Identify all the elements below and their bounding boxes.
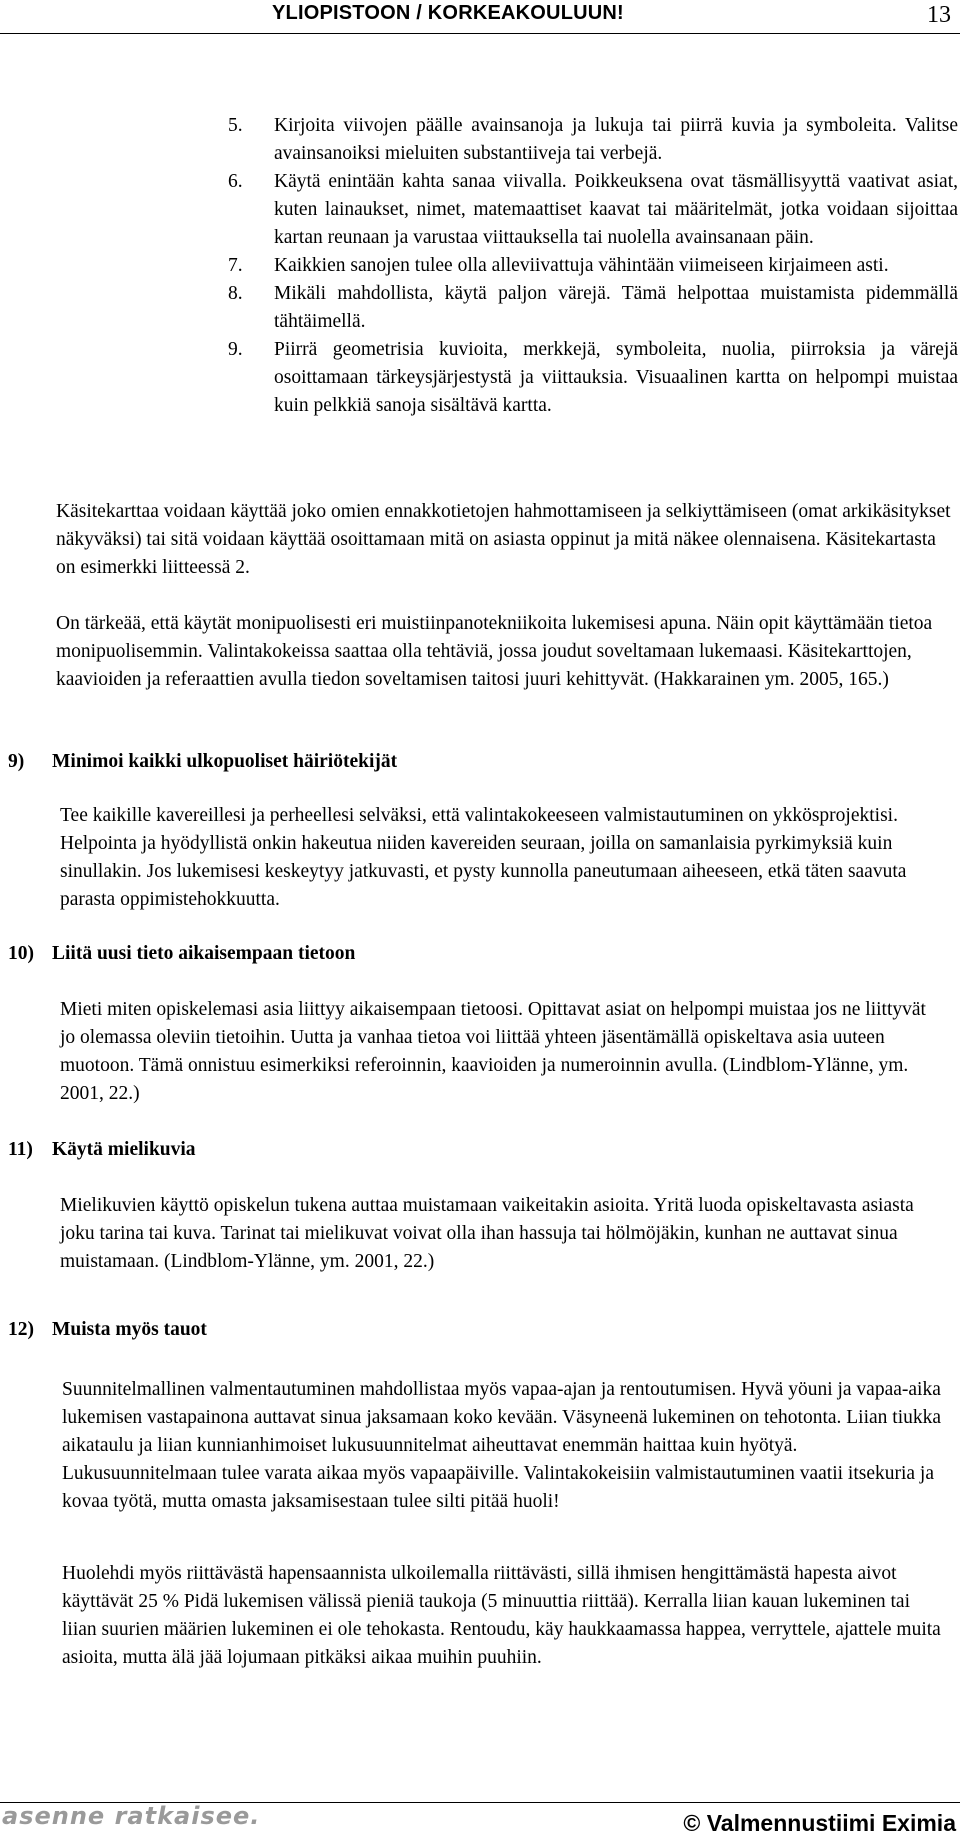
list-text: Kirjoita viivojen päälle avainsanoja ja lukuja tai piirrä kuvia ja symboleita. Valitse avainsanoiksi mieluiten substantiiveja tai verbejä.: [274, 115, 958, 164]
paragraph-prior-knowledge: Mieti miten opiskelemasi asia liittyy aikaisempaan tietoosi. Opittavat asiat on helpompi muistaa jos ne liittyvät jo olemassa oleviin tietoihin. Uutta ja vanhaa tietoa voi liittää yhteen jäsentämällä opiskeltava asia uuteen muotoon. Tämä onnistuu esimerkiksi referoinnin, kaavioiden ja numeroinnin avulla. (Lindblom-Ylänne, ym. 2001, 22.): [60, 999, 926, 1104]
footer-logo: asenne ratkaisee.: [2, 1802, 261, 1830]
list-item: [228, 336, 958, 420]
page-number: 13: [927, 2, 951, 28]
header-divider: [0, 33, 960, 34]
heading-12: 12) Muista myös tauot: [8, 1319, 207, 1340]
paragraph-oxygen: Huolehdi myös riittävästä hapensaannista ulkoilemalla riittävästi, sillä ihmisen hengittämästä hapesta aivot käyttävät 25 % Pidä lukemisen välissä pieniä taukoja (5 minuuttia riittää). Kerralla liian kauan lukeminen tai liian suurien määrien lukeminen ei ole tehokasta. Rentoudu, käy haukkaamassa happea, verryttele, ajattele muita asioita, mutta älä jää lojumaan pitkäksi aikaa muihin puuhiin.: [62, 1563, 941, 1668]
heading-10: 10) Liitä uusi tieto aikaisempaan tietoon: [8, 943, 356, 964]
list-number: 9.: [228, 339, 243, 360]
numbered-list: [228, 112, 958, 420]
paragraph-distractions: Tee kaikille kavereillesi ja perheellesi selväksi, että valintakokeeseen valmistautuminen on ykkösprojektisi. Helpointa ja hyödyllistä onkin hakeutua niiden kavereiden seuraan, joilla on samanlaisia pyrkimyksiä kuin sinullakin. Jos lukemisesi keskeytyy jatkuvasti, et pysty kunnolla paneutumaan aiheeseen, etkä täten saavuta parasta oppimistehokkuutta.: [60, 805, 907, 910]
list-text: Käytä enintään kahta sanaa viivalla. Poikkeuksena ovat täsmällisyyttä vaativat asiat, kuten lainaukset, nimet, matemaattiset kaavat tai määritelmät, jotka voidaan sijoittaa kartan reunaan ja varustaa viittauksella tai nuolella avainsanaan päin.: [274, 171, 958, 248]
header-title: YLIOPISTOON / KORKEAKOULUUN!: [272, 2, 624, 24]
list-number: 8.: [228, 283, 243, 304]
list-item: [228, 280, 958, 336]
list-item: [228, 112, 958, 168]
list-text: Kaikkien sanojen tulee olla alleviivattuja vähintään viimeiseen kirjaimeen asti.: [274, 255, 889, 276]
page-header: [0, 0, 960, 40]
paragraph-rest: Suunnitelmallinen valmentautuminen mahdollistaa myös vapaa-ajan ja rentoutumisen. Hyvä yöuni ja vapaa-aika lukemisen vastapainona auttavat sinua jaksamaan koko kevään. Väsyneenä lukeminen on tehotonta. Liian tiukka aikataulu ja liian kunnianhimoiset lukusuunnitelmat aiheuttavat enemmän haittaa kuin hyötyä. Lukusuunnitelmaan tulee varata aikaa myös vapaapäiville. Valintakokeisiin valmistautuminen vaatii itsekuria ja kovaa työtä, mutta omasta jaksamisestaan tulee silti pitää huoli!: [62, 1379, 942, 1512]
list-text: Piirrä geometrisia kuvioita, merkkejä, symboleita, nuolia, piirroksia ja värejä osoittamaan tärkeysjärjestystä ja viittauksia. Visuaalinen kartta on helpompi muistaa kuin pelkkiä sanoja sisältävä kartta.: [274, 339, 958, 416]
list-text: Mikäli mahdollista, käytä paljon värejä. Tämä helpottaa muistamista pidemmällä tähtäimellä.: [274, 283, 958, 332]
list-number: 7.: [228, 255, 243, 276]
heading-11: 11) Käytä mielikuvia: [8, 1139, 196, 1160]
list-item: [228, 168, 958, 252]
list-number: 6.: [228, 171, 243, 192]
list-item: [228, 252, 958, 280]
footer-copyright: © Valmennustiimi Eximia: [683, 1810, 956, 1836]
paragraph-imagery: Mielikuvien käyttö opiskelun tukena auttaa muistamaan vaikeitakin asioita. Yritä luoda opiskeltavasta asiasta joku tarina tai kuva. Tarinat tai mielikuvat voivat olla ihan hassuja tai hölmöjäkin, kunhan ne auttavat sinua muistamaan. (Lindblom-Ylänne, ym. 2001, 22.): [60, 1195, 914, 1272]
list-number: 5.: [228, 115, 243, 136]
paragraph-note-techniques: On tärkeää, että käytät monipuolisesti eri muistiinpanotekniikoita lukemisesi apuna. Näin opit käyttämään tietoa monipuolisemmin. Valintakokeissa saattaa olla tehtäviä, jossa joudut soveltamaan lukemaasi. Käsitekarttojen, kaavioiden ja referaattien avulla tiedon soveltamisen taitosi juuri kehittyvät. (Hakkarainen ym. 2005, 165.): [56, 613, 933, 690]
heading-9: 9) Minimoi kaikki ulkopuoliset häiriötekijät: [8, 751, 398, 772]
paragraph-concept-map: Käsitekarttaa voidaan käyttää joko omien ennakkotietojen hahmottamiseen ja selkiyttämiseen (omat arkikäsitykset näkyväksi) tai sitä voidaan käyttää osoittamaan mitä on asiasta oppinut ja mitä näkee olennaisena. Käsitekartasta on esimerkki liitteessä 2.: [56, 501, 951, 578]
